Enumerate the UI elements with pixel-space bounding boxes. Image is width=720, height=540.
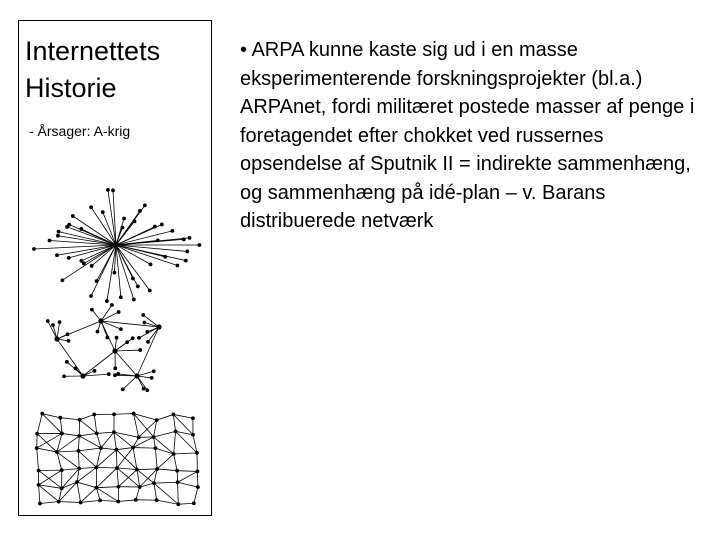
network-node — [119, 327, 123, 331]
network-node — [78, 418, 82, 422]
network-link — [154, 437, 174, 454]
network-node — [106, 188, 110, 192]
network-node — [67, 223, 71, 227]
network-node — [114, 448, 118, 452]
network-node — [155, 498, 159, 502]
network-node — [155, 467, 159, 471]
network-link — [62, 245, 116, 280]
network-node — [149, 262, 153, 266]
network-node — [125, 340, 129, 344]
network-link — [57, 339, 83, 376]
network-node — [175, 469, 179, 473]
network-node — [54, 336, 59, 341]
network-link — [133, 448, 155, 449]
network-node — [145, 330, 149, 334]
network-link — [116, 448, 133, 450]
network-node — [152, 369, 156, 373]
network-node — [115, 466, 119, 470]
network-link — [114, 414, 134, 415]
slide-title-line-2: Historie — [25, 73, 117, 103]
network-node — [141, 313, 145, 317]
network-link — [157, 469, 177, 471]
network-node — [76, 449, 80, 453]
network-node — [55, 450, 59, 454]
network-node — [113, 242, 119, 248]
network-link — [136, 487, 140, 500]
network-link — [62, 433, 79, 435]
network-node — [152, 481, 156, 485]
network-node — [105, 336, 109, 340]
network-node — [110, 303, 114, 307]
network-node — [116, 500, 120, 504]
network-node — [55, 253, 59, 257]
network-link — [118, 500, 135, 502]
network-node — [58, 320, 62, 324]
network-node — [198, 243, 202, 247]
network-node — [35, 446, 39, 450]
network-node — [60, 432, 64, 436]
network-node — [99, 446, 103, 450]
network-node — [79, 501, 83, 505]
network-link — [37, 448, 57, 452]
network-node — [92, 413, 96, 417]
network-link — [96, 450, 116, 468]
network-node — [93, 369, 97, 373]
network-link — [97, 432, 114, 433]
network-node — [153, 446, 157, 450]
network-node — [89, 294, 93, 298]
network-node — [192, 501, 196, 505]
network-node — [163, 255, 167, 259]
network-node — [112, 430, 116, 434]
network-link — [94, 414, 97, 433]
network-link — [143, 315, 159, 327]
network-diagrams — [19, 21, 213, 517]
side-panel — [18, 20, 212, 516]
network-node — [120, 226, 124, 230]
network-link — [137, 371, 154, 376]
network-link — [194, 487, 198, 503]
network-link — [73, 216, 116, 245]
network-node — [35, 432, 39, 436]
network-link — [116, 240, 158, 245]
network-link — [37, 433, 62, 448]
network-node — [145, 388, 149, 392]
network-node — [48, 239, 52, 243]
network-node — [172, 452, 176, 456]
network-link — [173, 414, 175, 431]
network-link — [80, 414, 95, 419]
network-node — [138, 348, 142, 352]
network-node — [57, 230, 61, 234]
network-link — [178, 503, 194, 504]
network-node — [75, 480, 79, 484]
network-link — [123, 376, 137, 389]
network-node — [136, 285, 140, 289]
network-node — [131, 446, 135, 450]
network-link — [78, 451, 79, 469]
network-link — [157, 500, 179, 504]
network-link — [117, 448, 133, 468]
network-node — [67, 256, 71, 260]
network-node — [132, 298, 136, 302]
network-node — [111, 188, 115, 192]
network-node — [175, 264, 179, 268]
network-node — [191, 416, 195, 420]
network-node — [95, 432, 99, 436]
network-node — [188, 236, 192, 240]
network-link — [78, 448, 101, 451]
network-link — [77, 482, 81, 502]
network-node — [62, 374, 66, 378]
network-node — [137, 435, 141, 439]
network-link — [81, 488, 97, 503]
network-link — [96, 467, 117, 468]
network-node — [71, 214, 75, 218]
network-node — [174, 429, 178, 433]
network-link — [79, 433, 97, 436]
network-link — [60, 418, 79, 420]
network-link — [39, 470, 62, 485]
network-node — [112, 412, 116, 416]
network-link — [174, 454, 177, 471]
network-node — [133, 219, 137, 223]
network-link — [155, 448, 173, 454]
network-link — [78, 451, 96, 467]
network-node — [156, 324, 161, 329]
network-link — [178, 482, 179, 504]
network-node — [90, 264, 94, 268]
network-link — [117, 468, 137, 470]
network-node — [171, 413, 175, 417]
network-link — [62, 469, 79, 489]
network-link — [154, 482, 178, 483]
network-link — [60, 418, 62, 434]
network-node — [191, 433, 195, 437]
network-node — [80, 373, 85, 378]
network-link — [77, 482, 96, 488]
distributed-network-diagram — [35, 412, 200, 506]
network-node — [38, 502, 42, 506]
network-link — [157, 454, 173, 469]
network-link — [117, 468, 118, 487]
network-node — [58, 416, 62, 420]
network-node — [131, 277, 135, 281]
network-link — [83, 351, 115, 376]
network-node — [67, 339, 71, 343]
network-node — [98, 318, 103, 323]
network-node — [105, 299, 109, 303]
network-link — [37, 448, 39, 470]
network-node — [51, 323, 55, 327]
network-node — [156, 238, 160, 242]
network-link — [177, 471, 197, 472]
network-link — [114, 432, 116, 450]
network-link — [178, 482, 198, 487]
network-node — [132, 412, 136, 416]
network-node — [150, 376, 154, 380]
centralized-network-diagram — [32, 188, 201, 303]
network-link — [62, 469, 79, 471]
network-node — [101, 210, 105, 214]
network-link — [101, 448, 116, 450]
network-link — [59, 502, 81, 503]
network-link — [37, 434, 38, 448]
network-link — [57, 451, 78, 452]
network-node — [155, 418, 159, 422]
network-node — [195, 451, 199, 455]
network-node — [37, 469, 41, 473]
network-node — [32, 247, 36, 251]
network-link — [39, 485, 40, 504]
network-link — [154, 483, 157, 500]
network-link — [96, 487, 118, 488]
network-node — [57, 500, 61, 504]
network-node — [113, 373, 117, 377]
network-node — [170, 229, 174, 233]
slide-subtitle: - Årsager: A-krig — [29, 123, 131, 139]
network-link — [174, 453, 197, 454]
network-link — [137, 469, 157, 470]
network-node — [152, 435, 156, 439]
network-node — [65, 360, 69, 364]
network-link — [42, 414, 60, 418]
network-node — [60, 278, 64, 282]
network-node — [196, 485, 200, 489]
network-node — [143, 203, 147, 207]
network-node — [131, 336, 135, 340]
network-node — [95, 279, 99, 283]
network-link — [37, 434, 57, 452]
network-link — [115, 350, 140, 351]
network-node — [107, 372, 111, 376]
network-node — [60, 468, 64, 472]
network-node — [79, 227, 83, 231]
network-link — [79, 467, 96, 468]
network-node — [98, 498, 102, 502]
slide-title-line-1: Internettets — [25, 36, 161, 66]
network-node — [77, 434, 81, 438]
network-node — [117, 310, 121, 314]
network-node — [77, 467, 81, 471]
network-node — [89, 205, 93, 209]
network-node — [138, 485, 142, 489]
network-node — [196, 470, 200, 474]
network-node — [74, 366, 78, 370]
network-node — [37, 483, 41, 487]
network-node — [80, 259, 84, 263]
network-link — [58, 236, 116, 245]
network-link — [101, 432, 114, 448]
network-link — [81, 500, 101, 502]
network-node — [134, 498, 138, 502]
network-node — [119, 295, 123, 299]
network-node — [56, 234, 60, 238]
network-node — [182, 237, 186, 241]
network-link — [80, 420, 97, 434]
network-node — [113, 366, 117, 370]
network-node — [185, 250, 189, 254]
network-link — [134, 414, 154, 437]
network-node — [134, 373, 139, 378]
network-link — [157, 414, 174, 420]
network-link — [37, 414, 42, 434]
network-node — [94, 486, 98, 490]
network-link — [178, 471, 198, 482]
network-link — [116, 450, 117, 468]
network-node — [176, 502, 180, 506]
network-node — [90, 308, 94, 312]
network-link — [193, 435, 197, 453]
network-node — [40, 412, 44, 416]
decentralized-network-diagram — [46, 303, 162, 392]
network-node — [96, 330, 100, 334]
bullet-text: • ARPA kunne kaste sig ud i en masse eksperimenterende forskningsprojekter (bl.a.) ARPAnet, fordi militæret postede masser af penge i foretagendet efter chokket ved russernes opsendelse af Sputnik II = indirekte sammenhæng, og sammenhæng på idé-plan – v. Barans distribuerede netværk — [240, 39, 695, 232]
network-node — [117, 485, 121, 489]
network-link — [100, 500, 118, 501]
network-link — [40, 502, 59, 504]
network-node — [146, 340, 150, 344]
network-node — [176, 480, 180, 484]
network-link — [154, 431, 176, 437]
network-node — [135, 468, 139, 472]
network-link — [134, 414, 157, 421]
network-node — [148, 289, 152, 293]
network-node — [46, 319, 50, 323]
network-node — [143, 321, 147, 325]
network-node — [153, 225, 157, 229]
network-node — [66, 332, 70, 336]
network-node — [115, 336, 119, 340]
network-node — [113, 271, 117, 275]
network-link — [137, 470, 140, 487]
network-node — [60, 486, 64, 490]
network-link — [118, 470, 137, 487]
network-node — [122, 217, 126, 221]
network-node — [95, 465, 99, 469]
network-node — [121, 387, 125, 391]
network-node — [137, 336, 141, 340]
network-link — [78, 436, 79, 451]
network-link — [96, 468, 117, 488]
network-node — [138, 209, 142, 213]
network-node — [184, 259, 188, 263]
network-node — [160, 223, 164, 227]
network-link — [174, 431, 176, 454]
network-node — [112, 348, 117, 353]
network-link — [155, 448, 157, 469]
